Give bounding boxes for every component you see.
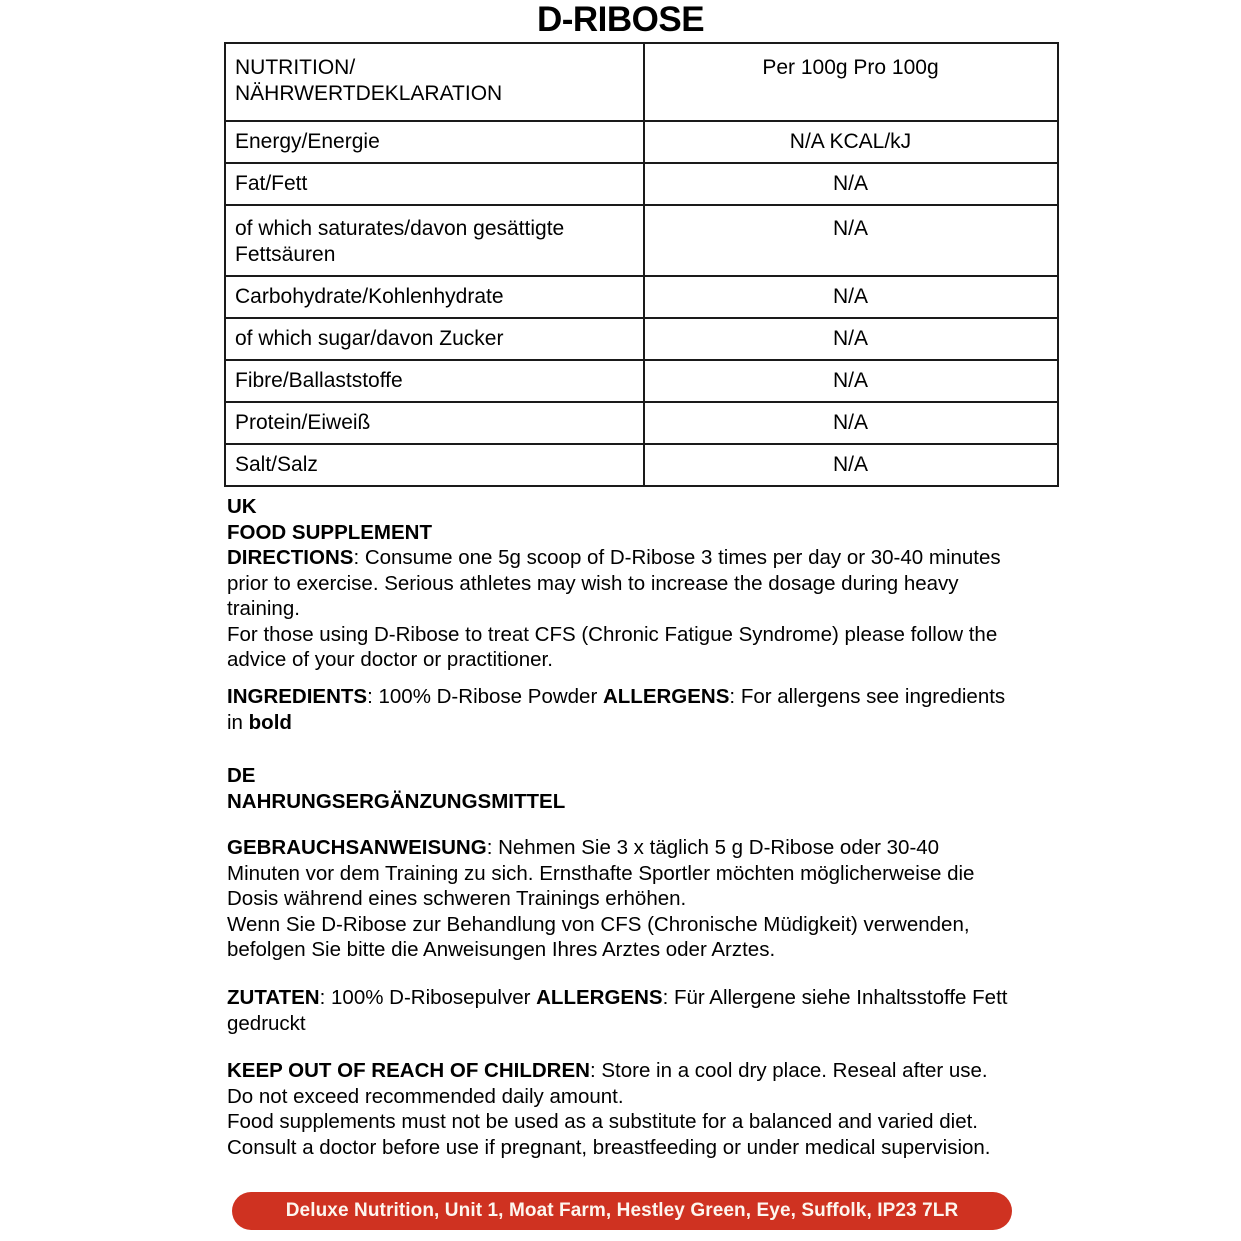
- de-directions-section: [227, 835, 1017, 963]
- ingredients-text: : 100% D-Ribose Powder: [367, 685, 603, 708]
- uk-category-label: FOOD SUPPLEMENT: [227, 520, 433, 544]
- table-row: [225, 205, 1058, 276]
- nutrient-value: N/A: [644, 360, 1058, 402]
- manufacturer-address-banner: [232, 1192, 1012, 1230]
- uk-directions-label: DIRECTIONS: [227, 546, 354, 569]
- nutrient-name: Fat/Fett: [225, 163, 644, 205]
- zutaten-label: ZUTATEN: [227, 986, 320, 1009]
- uk-cfs-text: For those using D-Ribose to treat CFS (Chronic Fatigue Syndrome) please follow the advice of your doctor or practitioner.: [227, 622, 998, 671]
- keep-out-label: KEEP OUT OF REACH OF CHILDREN: [227, 1059, 590, 1082]
- table-row: [225, 318, 1058, 360]
- nutrient-value: N/A KCAL/kJ: [644, 121, 1058, 163]
- nutrient-value: N/A: [644, 163, 1058, 205]
- warning-section: [227, 1058, 1017, 1160]
- nutrient-name: Energy/Energie: [225, 121, 644, 163]
- table-row: [225, 276, 1058, 318]
- nutrient-name: Protein/Eiweiß: [225, 402, 644, 444]
- table-header-name-line2: NÄHRWERTDEKLARATION: [235, 82, 503, 105]
- table-header-name-cell: [225, 43, 644, 121]
- allergens-text: : For allergens see ingredients in: [227, 685, 1006, 734]
- nutrition-table-body: [225, 43, 1058, 486]
- nutrient-name: of which saturates/davon gesättigte Fettsäuren: [225, 205, 644, 276]
- nutrient-value: N/A: [644, 402, 1058, 444]
- table-header-name-line1: NUTRITION/: [235, 56, 356, 79]
- manufacturer-address-text: Deluxe Nutrition, Unit 1, Moat Farm, Hestley Green, Eye, Suffolk, IP23 7LR: [285, 1200, 959, 1221]
- table-header-value-cell: Per 100g Pro 100g: [644, 43, 1058, 121]
- keep-out-paragraph: [227, 1059, 988, 1108]
- de-category-label: NAHRUNGSERGÄNZUNGSMITTEL: [227, 789, 566, 813]
- table-row: [225, 360, 1058, 402]
- zutaten-text: : 100% D-Ribosepulver: [319, 986, 537, 1009]
- uk-directions-section: [227, 494, 1017, 673]
- nutrient-name: Carbohydrate/Kohlenhydrate: [225, 276, 644, 318]
- de-directions-paragraph: [227, 836, 974, 910]
- de-allergens-text: : Für Allergene siehe Inhaltsstoffe Fett gedruckt: [227, 986, 1008, 1035]
- de-cfs-text: Wenn Sie D-Ribose zur Behandlung von CFS (Chronische Müdigkeit) verwenden, befolgen Sie bitte die Anweisungen Ihres Arztes oder Arztes.: [227, 912, 970, 961]
- page-title: D-RIBOSE: [536, 0, 705, 39]
- nutrient-name: Salt/Salz: [225, 444, 644, 486]
- nutrient-value: N/A: [644, 205, 1058, 276]
- nutrient-name: Fibre/Ballaststoffe: [225, 360, 644, 402]
- table-header-row: [225, 43, 1058, 121]
- de-heading-section: [227, 763, 1017, 814]
- allergens-bold-word: bold: [248, 710, 292, 734]
- uk-ingredients-section: [227, 684, 1017, 735]
- nutrient-value: N/A: [644, 318, 1058, 360]
- table-row: [225, 402, 1058, 444]
- de-directions-text: : Nehmen Sie 3 x täglich 5 g D-Ribose oder 30-40 Minuten vor dem Training zu sich. Ernsthafte Sportler möchten möglicherweise die Dosis während eines schweren Trainings erhöhen.: [227, 836, 975, 910]
- ingredients-label: INGREDIENTS: [227, 685, 368, 708]
- keep-out-text: : Store in a cool dry place. Reseal after use. Do not exceed recommended daily amount.: [227, 1059, 988, 1108]
- uk-directions-text: : Consume one 5g scoop of D-Ribose 3 times per day or 30-40 minutes prior to exercise. Serious athletes may wish to increase the dosage during heavy training.: [227, 546, 1001, 620]
- de-allergens-label: ALLERGENS: [536, 986, 663, 1009]
- warning-line-2: Food supplements must not be used as a substitute for a balanced and varied diet.: [227, 1110, 978, 1133]
- warning-line-3: Consult a doctor before use if pregnant, breastfeeding or under medical supervision.: [227, 1135, 991, 1159]
- nutrient-value: N/A: [644, 444, 1058, 486]
- de-country-label: DE: [227, 764, 256, 787]
- table-row: [225, 444, 1058, 486]
- de-directions-label: GEBRAUCHSANWEISUNG: [227, 836, 487, 859]
- uk-directions-paragraph: [227, 546, 1001, 620]
- nutrient-name: of which sugar/davon Zucker: [225, 318, 644, 360]
- de-zutaten-section: [227, 985, 1017, 1036]
- uk-country-label: UK: [227, 495, 257, 518]
- allergens-label: ALLERGENS: [602, 685, 730, 708]
- nutrition-table: [224, 42, 1059, 487]
- table-row: [225, 163, 1058, 205]
- table-row: [225, 121, 1058, 163]
- nutrient-value: N/A: [644, 276, 1058, 318]
